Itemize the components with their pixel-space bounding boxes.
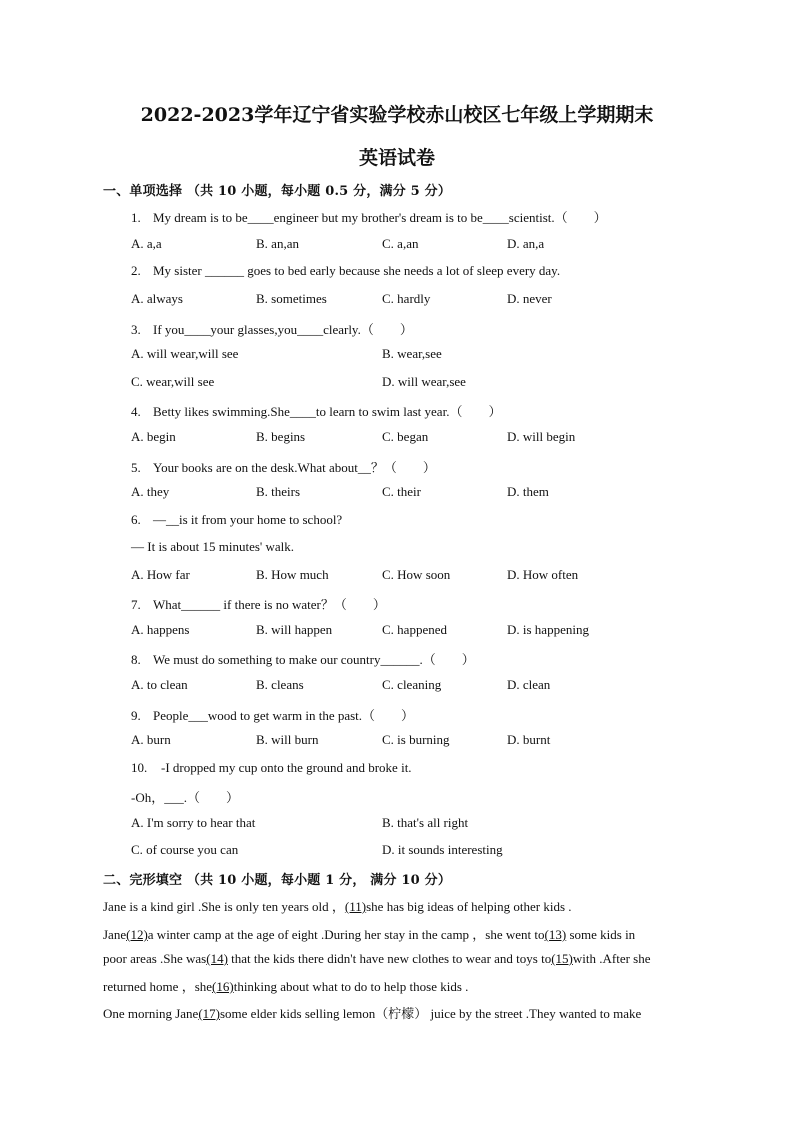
option-c: C. a,an xyxy=(382,236,419,251)
option-a: A. happens xyxy=(131,622,190,637)
option-b: B. How much xyxy=(256,567,329,582)
passage-line: returned home ，she(16)thinking about what to do to help those kids . xyxy=(103,979,469,994)
passage-line: Jane is a kind girl .She is only ten years old ，(11)she has big ideas of helping other kids . xyxy=(103,899,572,914)
blank-16: (16) xyxy=(212,979,234,994)
question-stem: Your books are on the desk.What about__？（ ） xyxy=(153,460,436,475)
section-heading-single-choice: 一、单项选择 （共 10 小题，每小题 0.5 分，满分 5 分） xyxy=(103,184,452,199)
option-b: B. will burn xyxy=(256,732,319,747)
option-b: B. wear,see xyxy=(382,346,442,361)
section-heading-cloze: 二、完形填空 （共 10 小题，每小题 1 分， 满分 10 分） xyxy=(103,873,452,888)
option-b: B. an,an xyxy=(256,236,299,251)
option-d: D. How often xyxy=(507,567,579,582)
option-c: C. cleaning xyxy=(382,677,442,692)
question-8: 8. We must do something to make our country______.（ ） xyxy=(131,652,475,667)
question-5: 5. Your books are on the desk.What about__？（ ） xyxy=(131,460,436,475)
question-2: 2. My sister ______ goes to bed early because she needs a lot of sleep every day. xyxy=(131,263,561,278)
option-d: D. it sounds interesting xyxy=(382,842,503,857)
question-stem: If you____your glasses,you____clearly.（ ） xyxy=(153,322,413,337)
exam-subtitle: 英语试卷 xyxy=(358,147,435,169)
option-c: C. happened xyxy=(382,622,447,637)
passage-line: Jane(12)a winter camp at the age of eight .During her stay in the camp ，she went to(13) some kids in xyxy=(103,927,636,942)
option-a: A. begin xyxy=(131,429,176,444)
option-d: D. will begin xyxy=(507,429,576,444)
option-d: D. will wear,see xyxy=(382,374,466,389)
question-stem: -I dropped my cup onto the ground and broke it. xyxy=(161,760,412,775)
option-b: B. sometimes xyxy=(256,291,327,306)
option-a: A. I'm sorry to hear that xyxy=(131,815,256,830)
option-d: D. clean xyxy=(507,677,551,692)
option-c: C. hardly xyxy=(382,291,431,306)
blank-11: (11) xyxy=(344,899,367,914)
option-d: D. is happening xyxy=(507,622,589,637)
option-a: A. How far xyxy=(131,567,190,582)
question-7: 7. What______ if there is no water？（ ） xyxy=(131,597,386,612)
option-b: B. will happen xyxy=(256,622,333,637)
question-stem: We must do something to make our country______.（ ） xyxy=(153,652,475,667)
option-b: B. theirs xyxy=(256,484,301,499)
option-d: D. an,a xyxy=(507,236,545,251)
blank-15: (15) xyxy=(551,951,573,966)
option-d: D. never xyxy=(507,291,552,306)
question-stem: My sister ______ goes to bed early because she needs a lot of sleep every day. xyxy=(153,263,561,278)
option-a: A. always xyxy=(131,291,183,306)
option-b: B. cleans xyxy=(256,677,304,692)
option-b: B. that's all right xyxy=(382,815,469,830)
question-6-reply: — It is about 15 minutes' walk. xyxy=(131,539,295,554)
question-6: 6. —__is it from your home to school? xyxy=(131,512,343,527)
question-stem: My dream is to be____engineer but my brother's dream is to be____scientist.（ ） xyxy=(153,210,607,225)
blank-12: (12) xyxy=(126,927,148,942)
exam-title: 2022-2023学年辽宁省实验学校赤山校区七年级上学期期末 xyxy=(140,104,654,126)
passage-line: One morning Jane(17)some elder kids selling lemon（柠檬） juice by the street .They wanted to make xyxy=(103,1006,642,1021)
option-a: A. burn xyxy=(131,732,171,747)
passage-line: poor areas .She was(14) that the kids there didn't have new clothes to wear and toys to(15)with .After she xyxy=(103,951,651,966)
option-a: A. they xyxy=(131,484,170,499)
option-c: C. of course you can xyxy=(131,842,239,857)
blank-13: (13) xyxy=(544,927,567,942)
question-stem: Betty likes swimming.She____to learn to swim last year.（ ） xyxy=(153,404,502,419)
question-10: 10. -I dropped my cup onto the ground and broke it. xyxy=(131,760,412,775)
question-4: 4. Betty likes swimming.She____to learn to swim last year.（ ） xyxy=(131,404,502,419)
question-1: 1. My dream is to be____engineer but my brother's dream is to be____scientist.（ ） xyxy=(131,210,607,225)
question-10-reply: -Oh，___.（ ） xyxy=(131,790,239,805)
question-stem: What______ if there is no water？（ ） xyxy=(153,597,386,612)
blank-14: (14) xyxy=(206,951,228,966)
blank-17: (17) xyxy=(198,1006,220,1021)
option-d: D. them xyxy=(507,484,549,499)
option-c: C. their xyxy=(382,484,421,499)
option-a: A. a,a xyxy=(131,236,162,251)
option-c: C. How soon xyxy=(382,567,451,582)
option-b: B. begins xyxy=(256,429,306,444)
option-c: C. wear,will see xyxy=(131,374,215,389)
question-stem: —__is it from your home to school? xyxy=(153,512,343,527)
option-c: C. began xyxy=(382,429,429,444)
option-c: C. is burning xyxy=(382,732,450,747)
option-a: A. will wear,will see xyxy=(131,346,239,361)
option-d: D. burnt xyxy=(507,732,551,747)
question-stem: People___wood to get warm in the past.（ ） xyxy=(153,708,415,723)
question-9: 9. People___wood to get warm in the past.（ ） xyxy=(131,708,415,723)
question-3: 3. If you____your glasses,you____clearly.（ ） xyxy=(131,322,413,337)
option-a: A. to clean xyxy=(131,677,188,692)
